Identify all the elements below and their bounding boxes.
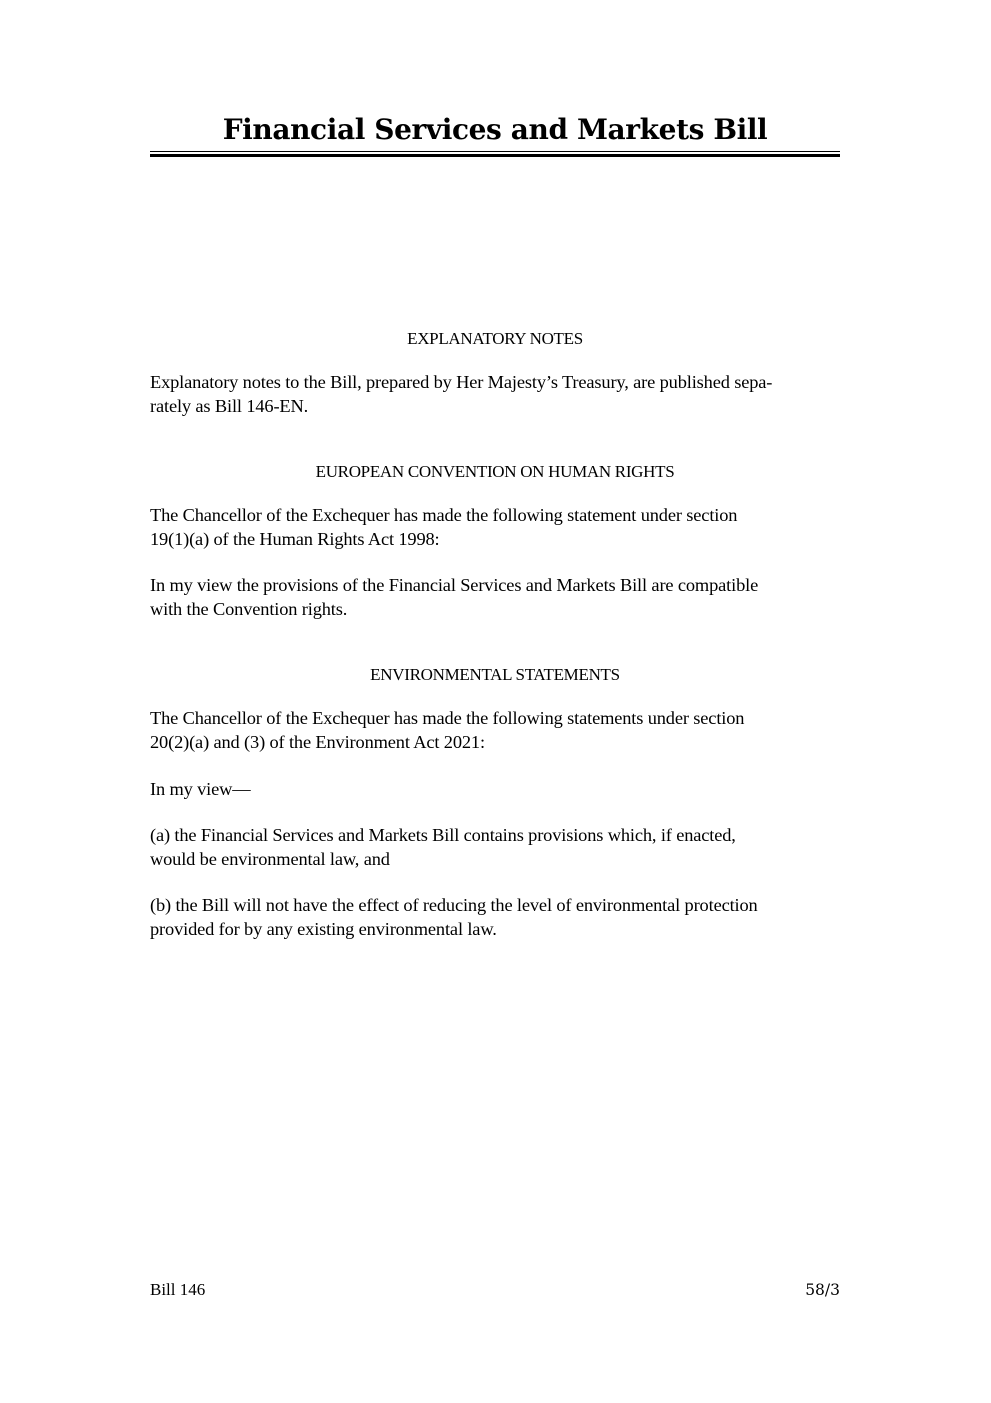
text-line: would be environmental law, and: [150, 848, 390, 869]
title-rule-thin: [150, 151, 840, 152]
text-line: In my view—: [150, 779, 251, 799]
paragraph-echr-statement: [150, 504, 850, 551]
paragraph-echr-view: [150, 574, 850, 621]
heading-echr: EUROPEAN CONVENTION ON HUMAN RIGHTS: [315, 462, 675, 481]
footer-bill-number: Bill 146: [150, 1280, 206, 1299]
text-line: The Chancellor of the Exchequer has made the following statements under section: [150, 708, 745, 728]
text-line: rately as Bill 146-EN.: [150, 395, 309, 416]
document-title: Financial Services and Markets Bill: [222, 113, 768, 146]
text-line: The Chancellor of the Exchequer has made the following statement under section: [150, 505, 738, 525]
text-line: provided for by any existing environmental law.: [150, 918, 497, 939]
text-line: 19(1)(a) of the Human Rights Act 1998:: [150, 528, 440, 549]
paragraph-env-statement: [150, 707, 850, 754]
footer-reference: 58/3: [805, 1281, 840, 1299]
text-line: 20(2)(a) and (3) of the Environment Act 2021:: [150, 731, 485, 752]
text-line: In my view the provisions of the Financial Services and Markets Bill are compatible: [150, 575, 759, 595]
title-rule-thick: [150, 154, 840, 157]
text-line: Explanatory notes to the Bill, prepared by Her Majesty’s Treasury, are published sepa-: [150, 372, 773, 392]
heading-environmental-statements: ENVIRONMENTAL STATEMENTS: [370, 665, 620, 684]
text-line: (a) the Financial Services and Markets Bill contains provisions which, if enacted,: [150, 825, 736, 845]
heading-explanatory-notes: EXPLANATORY NOTES: [407, 329, 583, 348]
paragraph-env-item-a: [150, 824, 850, 871]
text-line: (b) the Bill will not have the effect of reducing the level of environmental protection: [150, 895, 758, 915]
text-line: with the Convention rights.: [150, 598, 348, 619]
paragraph-explanatory-notes: [150, 371, 850, 418]
paragraph-env-in-my-view: [150, 778, 850, 802]
paragraph-env-item-b: [150, 894, 850, 941]
